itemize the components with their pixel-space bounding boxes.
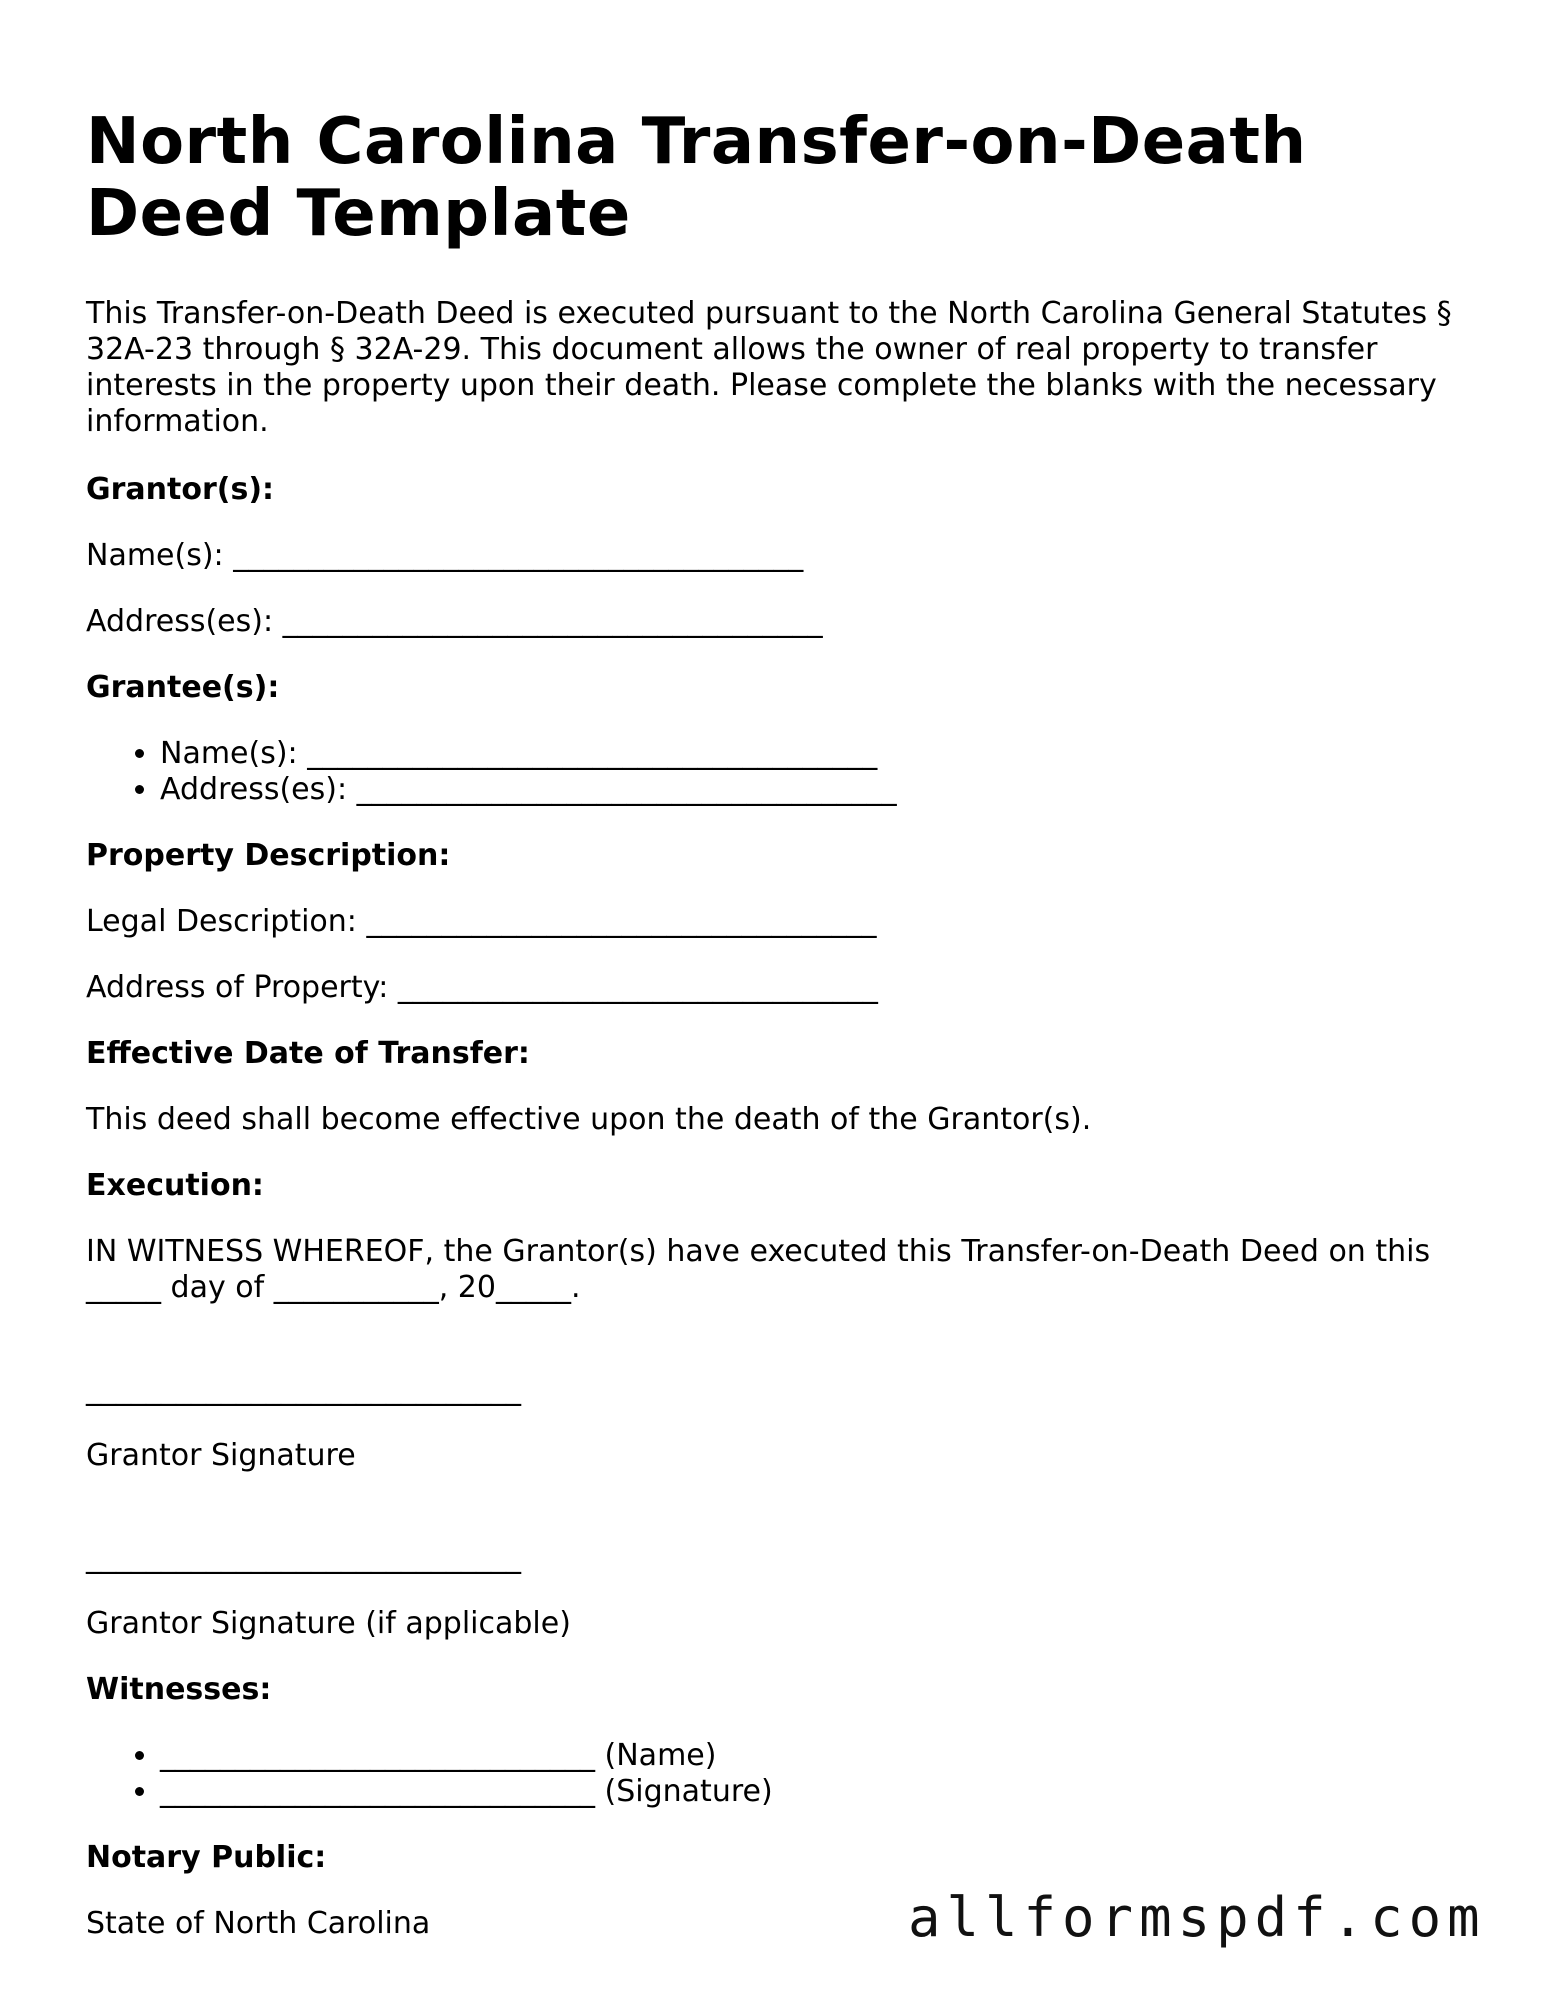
effective-date-heading: Effective Date of Transfer: [86,1036,530,1071]
grantors-heading: Grantor(s): [86,472,275,507]
witness-signature-field[interactable]: • _____________________________ (Signature) [160,1774,1466,1810]
witnesses-heading: Witnesses: [86,1672,272,1707]
effective-date-text: This deed shall become effective upon the death of the Grantor(s). [86,1102,1092,1137]
document-title: North Carolina Transfer-on-Death Deed Template [86,105,1307,251]
grantee-addresses-field[interactable]: • Address(es): ____________________________________ [160,772,1466,808]
witness-name-field[interactable]: • _____________________________ (Name) [160,1738,1466,1774]
grantee-names-field[interactable]: • Name(s): ______________________________________ [160,736,1466,772]
spacer [86,1336,1466,1372]
spacer [86,1504,1466,1540]
spacer [86,1408,1466,1438]
grantees-list [86,736,1466,808]
grantor-names-field[interactable]: Name(s): ______________________________________ [86,538,804,573]
property-heading: Property Description: [86,838,451,873]
spacer [86,1576,1466,1606]
grantor-signature-line-2[interactable]: _____________________________ [86,1540,521,1575]
execution-heading: Execution: [86,1168,264,1203]
intro-paragraph: This Transfer-on-Death Deed is executed pursuant to the North Carolina General Statutes § 32A-23 through § 32A-29. This document allows the owner of real property to transfer interests in the property upon their death. Please complete the blanks with the necessary information. [86,296,1452,439]
grantor-signature-label: Grantor Signature [86,1438,356,1473]
grantor-addresses-field[interactable]: Address(es): ____________________________________ [86,604,823,639]
legal-description-field[interactable]: Legal Description: __________________________________ [86,904,877,939]
property-address-field[interactable]: Address of Property: ________________________________ [86,970,878,1005]
grantor-signature-label-2: Grantor Signature (if applicable) [86,1606,571,1641]
grantor-signature-line[interactable]: _____________________________ [86,1372,521,1407]
notary-state: State of North Carolina [86,1906,431,1941]
notary-heading: Notary Public: [86,1840,327,1875]
watermark-logo: allformspdf.com [908,1886,1486,1949]
document-page [86,106,1466,1972]
witnesses-list [86,1738,1466,1810]
execution-text[interactable]: IN WITNESS WHEREOF, the Grantor(s) have executed this Transfer-on-Death Deed on this _____ day of ___________, 20_____. [86,1234,1431,1305]
grantees-heading: Grantee(s): [86,670,280,705]
